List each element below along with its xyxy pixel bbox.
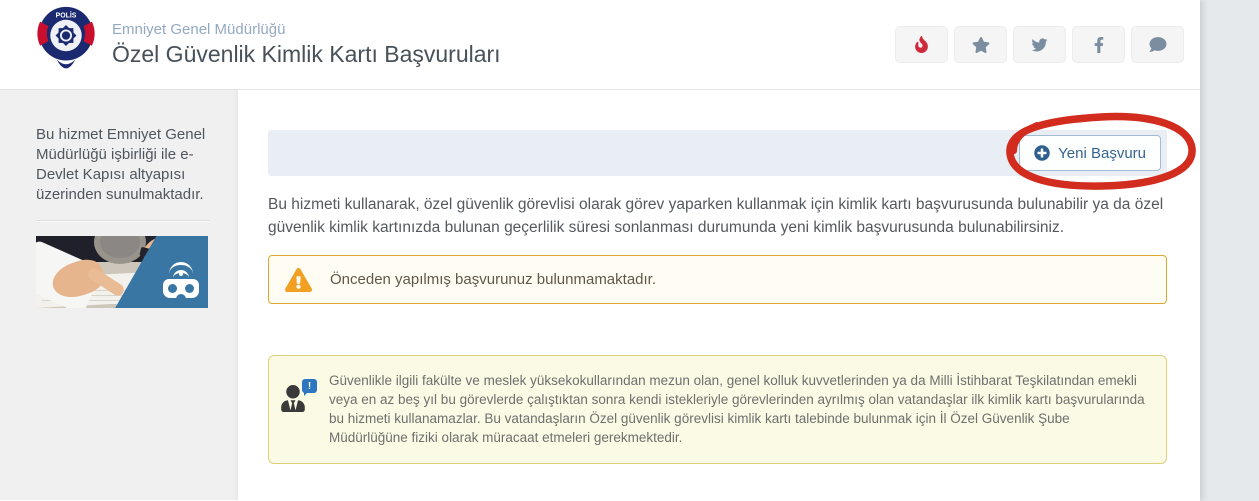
warning-triangle-icon — [285, 268, 312, 292]
twitter-icon — [1030, 37, 1049, 53]
flame-icon — [915, 36, 928, 53]
new-application-label: Yeni Başvuru — [1058, 144, 1146, 162]
new-application-button[interactable] — [1019, 135, 1161, 171]
plus-circle-icon — [1034, 145, 1050, 161]
facebook-button[interactable] — [1072, 26, 1125, 63]
body-row — [0, 90, 1200, 500]
comment-icon — [1149, 36, 1167, 53]
header-titles — [112, 21, 501, 68]
promo-image — [36, 236, 208, 308]
police-emblem-logo — [36, 5, 96, 84]
service-description: Bu hizmeti kullanarak, özel güvenlik görevlisi olarak görev yaparken kullanmak için kimlik kartı başvurusunda bulunabilir ya da özel güvenlik kimlik kartınızda bulunan geçerlilik süresi sonlanması durumunda yeni kimlik başvurusunda bulunabilirsiniz. — [268, 196, 1164, 236]
info-note-box — [268, 355, 1167, 464]
twitter-button[interactable] — [1013, 26, 1066, 63]
popular-flame-button[interactable] — [895, 26, 948, 63]
favorite-star-button[interactable] — [954, 26, 1007, 63]
exclamation-bubble-icon: ! — [302, 379, 317, 393]
social-buttons — [895, 26, 1184, 63]
facebook-icon — [1094, 36, 1104, 54]
warning-alert-text: Önceden yapılmış başvurunuz bulunmamaktadır. — [330, 271, 657, 288]
page-title: Özel Güvenlik Kimlik Kartı Başvuruları — [112, 41, 501, 67]
svg-text:POLİS: POLİS — [55, 12, 77, 20]
info-note-text: Güvenlikle ilgili fakülte ve meslek yüksekokullarından mezun olan, genel kolluk kuvvetlerinden ya da Milli İstihbarat Teşkilatından emekli veya en az beş yıl bu görevlerde çalıştıktan sonra kendi istekleriyle görevlerinden ayrılmış olan vatandaşlar ilk kimlik kartı başvurularında bu hizmeti kullanamazlar. Bu vatandaşların Özel güvenlik görevlisi kimlik kartı talebinde bulunmak için İl Özel Güvenlik Şube Müdürlüğüne fiziki olarak müracaat etmeleri gerekmektedir. — [329, 373, 1145, 445]
sidebar — [0, 90, 238, 500]
user-alert-icon — [281, 380, 317, 425]
service-provider-note: Bu hizmet Emniyet Genel Müdürlüğü işbirliği ile e-Devlet Kapısı altyapısı üzerinden sunulmaktadır. — [36, 126, 206, 203]
agency-name: Emniyet Genel Müdürlüğü — [112, 21, 286, 38]
warning-alert — [268, 255, 1167, 304]
star-icon — [972, 37, 990, 53]
toolbar — [268, 130, 1167, 176]
comment-button[interactable] — [1131, 26, 1184, 63]
main-content — [238, 90, 1200, 500]
sidebar-divider — [36, 220, 210, 222]
header — [0, 0, 1200, 90]
